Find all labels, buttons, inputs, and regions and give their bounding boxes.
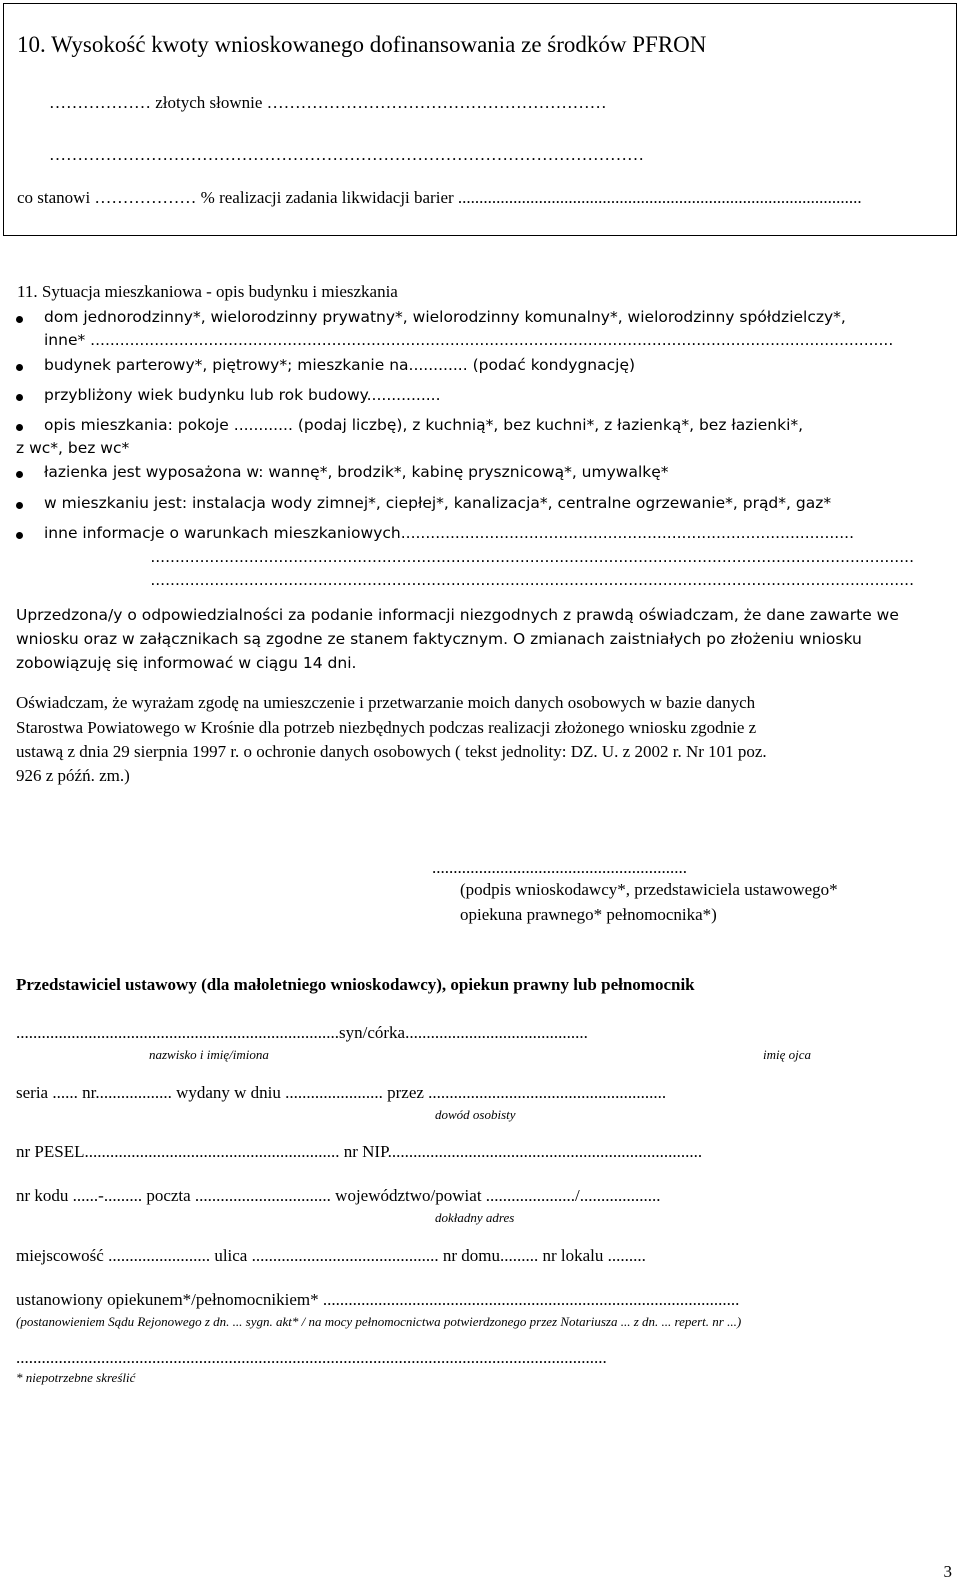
declaration-2-line-4: 926 z późń. zm.)	[16, 766, 130, 785]
page-number: 3	[943, 1562, 952, 1581]
name-caption: nazwisko i imię/imiona	[149, 1047, 269, 1062]
declaration-1-line-2: wniosku oraz w załącznikach są zgodne ze stanem faktycznym. O zmianach zaistniałych po złożeniu wniosku	[16, 630, 862, 648]
final-dots: ...........................................................................................................................................	[16, 1348, 607, 1367]
footnote: * niepotrzebne skreślić	[16, 1370, 136, 1385]
other-info-dots-2: ...........................................................................................................................................................	[150, 571, 914, 589]
signature-caption-1: (podpis wnioskodawcy*, przedstawiciela ustawowego*	[460, 880, 838, 899]
apartment-description-continuation: z wc*, bez wc*	[16, 439, 130, 457]
bullet-dot	[16, 394, 23, 401]
section-10-title: 10. Wysokość kwoty wnioskowanego dofinansowania ze środków PFRON	[17, 32, 707, 57]
declaration-2-line-3: ustawą z dnia 29 sierpnia 1997 r. o ochronie danych osobowych ( tekst jednolity: DZ. U. z 2002 r. Nr 101 poz.	[16, 742, 767, 761]
section-11-title: 11. Sytuacja mieszkaniowa - opis budynku i mieszkania	[17, 282, 398, 301]
declaration-1-line-3: zobowiązuję się informować w ciągu 14 dni.	[16, 654, 357, 672]
bullet-dot	[16, 532, 23, 539]
percentage-line: co stanowi ……………… % realizacji zadania likwidacji barier ...............................................................................................	[17, 188, 862, 207]
declaration-2-line-1: Oświadczam, że wyrażam zgodę na umieszczenie i przetwarzanie moich danych osobowych w bazie danych	[16, 693, 756, 712]
floor-item: budynek parterowy*, piętrowy*; mieszkanie na............ (podać kondygnację)	[44, 356, 636, 374]
bullet-dot	[16, 471, 23, 478]
building-type-item: dom jednorodzinny*, wielorodzinny prywatny*, wielorodzinny komunalny*, wielorodzinny spółdzielczy*,	[44, 308, 846, 326]
amount-words-line-2: ……………………………………………………………………………………………	[49, 145, 644, 164]
bathroom-item: łazienka jest wyposażona w: wannę*, brodzik*, kabinę prysznicową*, umywalkę*	[44, 463, 669, 481]
bullet-dot	[16, 502, 23, 509]
guardian-note: (postanowieniem Sądu Rejonowego z dn. ... sygn. akt* / na mocy pełnomocnictwa potwierdzonego przez Notariusza ... z dn. ... repert. nr ...)	[16, 1314, 742, 1329]
pesel-nip-line: nr PESEL............................................................ nr NIP..........................................................................	[16, 1142, 703, 1161]
representative-heading: Przedstawiciel ustawowy (dla małoletniego wnioskodawcy), opiekun prawny lub pełnomocnik	[16, 975, 695, 994]
id-document-caption: dowód osobisty	[435, 1107, 516, 1122]
amount-words-line: ……………… złotych słownie ……………………………………………………	[49, 93, 607, 112]
town-street-line: miejscowość ........................ ulica ............................................ nr domu......... nr lokalu .........	[16, 1246, 646, 1265]
guardian-line: ustanowiony opiekunem*/pełnomocnikiem* ..................................................................................................	[16, 1290, 740, 1309]
bullet-dot	[16, 424, 23, 431]
id-document-line: seria ...... nr.................. wydany w dniu ....................... przez ........................................................	[16, 1083, 667, 1102]
utilities-item: w mieszkaniu jest: instalacja wody zimnej*, ciepłej*, kanalizacja*, centralne ogrzewanie*, prąd*, gaz*	[44, 494, 832, 512]
bullet-dot	[16, 316, 23, 323]
other-info-item: inne informacje o warunkach mieszkaniowych............................................................................................	[44, 524, 855, 542]
other-info-dots-1: ...........................................................................................................................................................	[150, 548, 914, 566]
signature-caption-2: opiekuna prawnego* pełnomocnika*)	[460, 905, 717, 924]
bullet-dot	[16, 364, 23, 371]
father-name-caption: imię ojca	[763, 1047, 812, 1062]
address-line: nr kodu ......-......... poczta ................................ województwo/powiat ...................../...................	[16, 1186, 661, 1205]
declaration-2-line-2: Starostwa Powiatowego w Krośnie dla potrzeb niezbędnych podczas realizacji złożonego wniosku zgodnie z	[16, 718, 757, 737]
building-age-item: przybliżony wiek budynku lub rok budowy...............	[44, 386, 441, 404]
signature-dots: ............................................................	[432, 858, 687, 877]
declaration-1-line-1: Uprzedzona/y o odpowiedzialności za podanie informacji niezgodnych z prawdą oświadczam, że dane zawarte we	[16, 606, 899, 624]
name-line: ............................................................................syn/córka...........................................	[16, 1023, 588, 1042]
building-type-continuation: inne* ...................................................................................................................................................................	[44, 331, 894, 349]
apartment-description-item: opis mieszkania: pokoje ............ (podaj liczbę), z kuchnią*, bez kuchni*, z łazienką*, bez łazienki*,	[44, 416, 804, 434]
address-caption: dokładny adres	[435, 1210, 515, 1225]
